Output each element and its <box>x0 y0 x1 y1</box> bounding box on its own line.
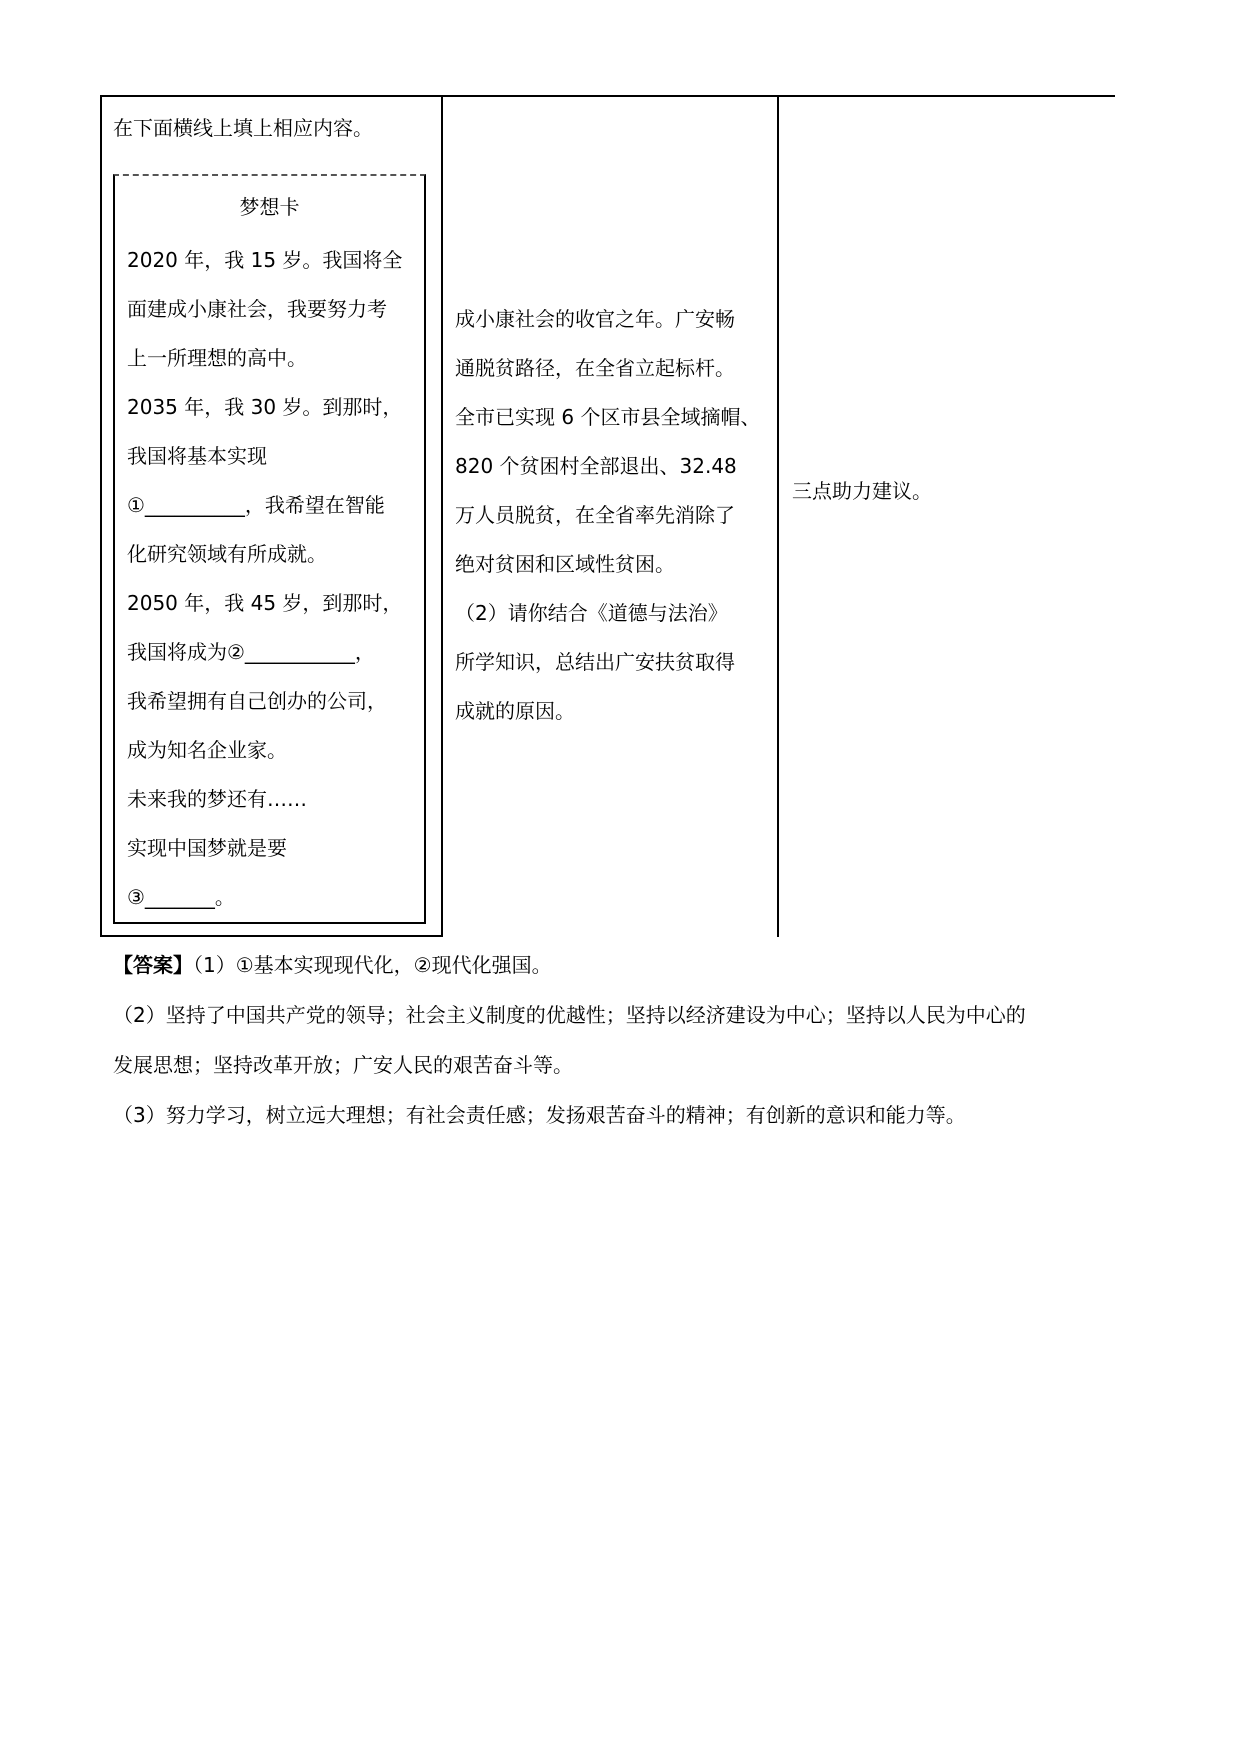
card-line: 面建成小康社会，我要努力考 <box>127 297 387 321</box>
col2-line: 绝对贫困和区域性贫困。 <box>455 552 675 576</box>
col2-line: 成就的原因。 <box>455 699 575 723</box>
col2-line: 万人员脱贫，在全省率先消除了 <box>455 503 735 527</box>
dream-card <box>113 174 426 924</box>
col2-text <box>455 295 773 736</box>
table-left-border <box>100 95 102 937</box>
card-line: 实现中国梦就是要 <box>127 836 287 860</box>
answer-2-line-2: 发展思想；坚持改革开放；广安人民的艰苦奋斗等。 <box>113 1053 573 1077</box>
col3-text: 三点助力建议。 <box>792 479 932 503</box>
dream-card-body <box>127 236 417 922</box>
card-line: 2050 年，我 45 岁，到那时， <box>127 591 403 615</box>
answer-2-line-1: （2）坚持了中国共产党的领导；社会主义制度的优越性；坚持以经济建设为中心；坚持以人民为中心的 <box>113 1003 1026 1027</box>
card-line-blank-3: ③_______。 <box>127 885 235 909</box>
dream-card-title: 梦想卡 <box>239 195 300 219</box>
card-line: 我希望拥有自己创办的公司， <box>127 689 387 713</box>
card-line: 2020 年，我 15 岁。我国将全 <box>127 248 403 272</box>
col2-line: 全市已实现 6 个区市县全域摘帽、 <box>455 405 761 429</box>
answer-line-1 <box>113 940 1133 990</box>
answer-section <box>113 940 1133 1140</box>
col2-question-2: （2）请你结合《道德与法治》 <box>455 601 728 625</box>
card-line-blank-2: 我国将成为②___________， <box>127 640 375 664</box>
answer-label: 【答案】 <box>113 953 193 977</box>
card-line: 成为知名企业家。 <box>127 738 287 762</box>
card-line: 我国将基本实现 <box>127 444 267 468</box>
table-bottom-border-col1 <box>100 935 443 937</box>
col2-line: 成小康社会的收官之年。广安畅 <box>455 307 735 331</box>
table-divider-2 <box>777 95 779 937</box>
table-divider-1 <box>441 95 443 937</box>
col2-line: 通脱贫路径，在全省立起标杆。 <box>455 356 735 380</box>
card-line: 未来我的梦还有…… <box>127 787 307 811</box>
card-line-blank-1: ①__________，我希望在智能 <box>127 493 385 517</box>
answer-3: （3）努力学习，树立远大理想；有社会责任感；发扬艰苦奋斗的精神；有创新的意识和能力等。 <box>113 1103 966 1127</box>
answer-1: （1）①基本实现现代化，②现代化强国。 <box>193 953 552 977</box>
card-line: 上一所理想的高中。 <box>127 346 307 370</box>
table-top-border <box>100 95 1115 97</box>
col2-line: 820 个贫困村全部退出、32.48 <box>455 454 737 478</box>
col2-line: 所学知识，总结出广安扶贫取得 <box>455 650 735 674</box>
card-line: 化研究领域有所成就。 <box>127 542 327 566</box>
col1-instruction: 在下面横线上填上相应内容。 <box>113 116 373 140</box>
card-line: 2035 年，我 30 岁。到那时， <box>127 395 403 419</box>
